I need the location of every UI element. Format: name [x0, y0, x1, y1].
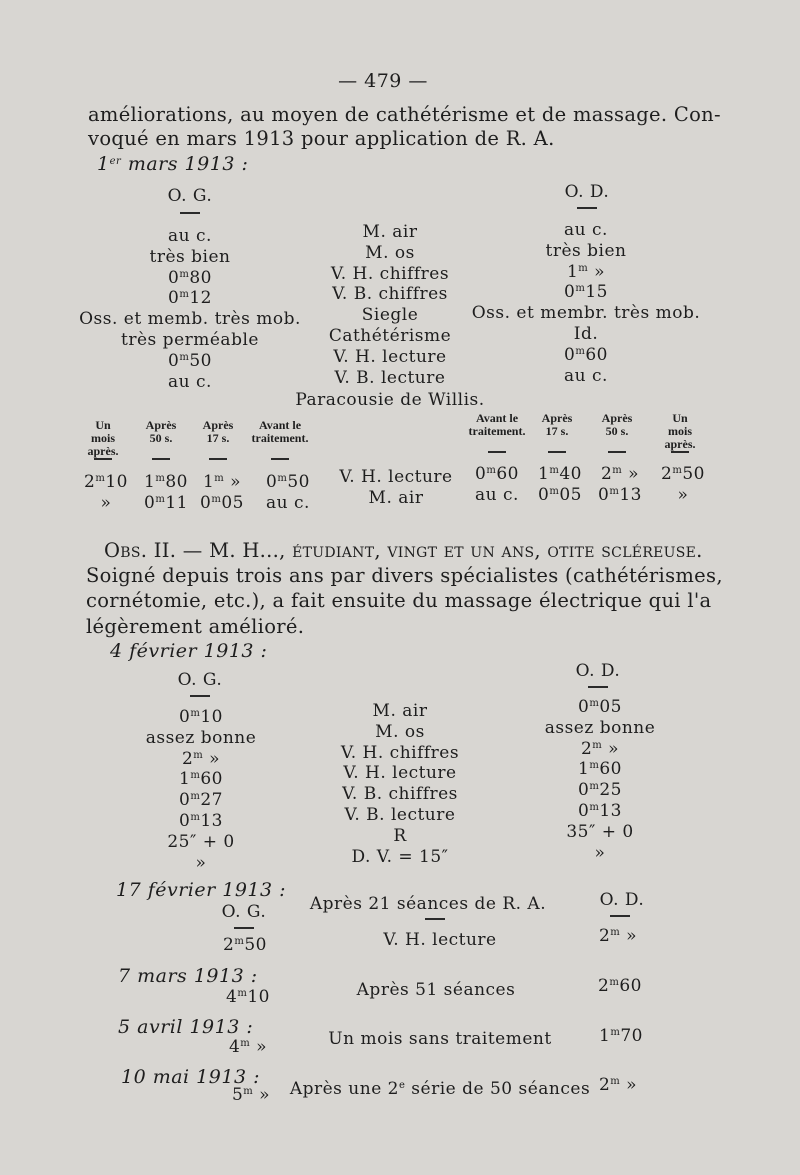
og-value: 2$^m$50: [223, 935, 267, 955]
od-value: 1$^m$40: [538, 464, 582, 484]
obs-line-1: [104, 540, 703, 562]
og-value: au c.: [168, 371, 212, 392]
test-label: M. air: [362, 222, 418, 242]
og-heading: O. G.: [177, 670, 223, 690]
od-value: 0$^m$60: [564, 344, 608, 365]
od-value: 0$^m$15: [564, 282, 608, 303]
rule: [94, 458, 112, 460]
intro-line-1: améliorations, au moyen de cathétérisme et de massage. Con-: [88, 103, 721, 126]
rule: [488, 451, 506, 453]
test-label: V. B. chiffres: [332, 284, 448, 305]
og-value: 2$^m$ »: [181, 748, 221, 769]
od-value: très bien: [545, 240, 627, 261]
session-note: Un mois sans traitement: [328, 1029, 552, 1049]
og-value: 1$^m$60: [179, 769, 223, 790]
test-label: D. V. = 15″: [351, 846, 449, 867]
date-heading: 4 février 1913 :: [110, 640, 268, 662]
rule: [425, 918, 445, 920]
rule: [577, 207, 597, 209]
test-label: M. air: [368, 487, 424, 508]
od-value: 1$^m$60: [578, 759, 622, 780]
test-label: R: [393, 825, 407, 846]
od-value: 0$^m$60: [475, 464, 519, 484]
obs-line-2: Soigné depuis trois ans par divers spécialistes (cathétérismes,: [86, 564, 723, 587]
session-note: Après 21 séances de R. A.: [309, 894, 547, 914]
od-heading: O. D.: [564, 182, 610, 202]
og-value: 1$^m$ »: [202, 472, 242, 492]
og-value: 0$^m$50: [168, 350, 212, 371]
od-value: 2$^m$60: [598, 976, 642, 996]
test-label: M. air: [372, 701, 428, 721]
column-header: Après 50 s.: [145, 418, 177, 445]
test-label: Cathétérisme: [328, 326, 452, 346]
od-value: 2$^m$ »: [598, 1075, 638, 1095]
od-value: 0$^m$25: [578, 780, 622, 801]
og-heading: O. G.: [221, 902, 267, 922]
session-note: Après 51 séances: [356, 980, 516, 1000]
date-heading: 17 février 1913 :: [116, 879, 287, 901]
date-heading: 10 mai 1913 :: [121, 1066, 260, 1088]
od-value: au c.: [475, 484, 519, 505]
column-header: Un mois après.: [664, 411, 696, 451]
og-value: 5$^m$ »: [231, 1085, 271, 1105]
od-value: 1$^m$ »: [566, 261, 606, 282]
od-value: 0$^m$13: [578, 801, 622, 821]
test-label: V. B. lecture: [344, 805, 456, 825]
date-heading: 1er mars 1913 :: [97, 153, 249, 175]
og-value: 0$^m$80: [168, 267, 212, 288]
od-heading: O. D.: [575, 661, 621, 681]
obs-text: Obs. II. — M. H..., étudiant, vingt et un ans, otite scléreuse.: [104, 539, 703, 562]
rule: [608, 451, 626, 453]
og-value: au c.: [168, 226, 212, 246]
og-heading: O. G.: [167, 186, 213, 206]
od-value: »: [594, 842, 606, 863]
od-value: Oss. et membr. très mob.: [471, 303, 701, 324]
test-label: V. B. lecture: [334, 367, 446, 388]
test-label: V. B. chiffres: [342, 784, 458, 805]
og-value: 0$^m$10: [179, 707, 223, 727]
od-value: 1$^m$70: [599, 1026, 643, 1046]
og-value: »: [100, 492, 112, 513]
rule: [548, 451, 566, 453]
rule: [671, 451, 689, 453]
og-value: Oss. et memb. très mob.: [79, 309, 301, 330]
rule: [588, 686, 608, 688]
od-value: assez bonne: [544, 717, 656, 738]
od-value: 0$^m$05: [538, 484, 582, 505]
og-value: très bien: [149, 246, 231, 267]
og-value: 0$^m$27: [179, 790, 223, 811]
rule: [234, 927, 254, 929]
test-label: V. H. lecture: [383, 930, 497, 950]
od-heading: O. D.: [599, 890, 645, 910]
obs-line-4: légèrement amélioré.: [86, 615, 305, 638]
og-value: 0$^m$12: [168, 288, 212, 309]
intro-line-2: voqué en mars 1913 pour application de R. A.: [88, 127, 555, 150]
od-value: 0$^m$05: [578, 697, 622, 717]
column-header: Un mois après.: [87, 418, 119, 458]
column-header: Avant le traitement.: [251, 418, 309, 445]
date-heading: 7 mars 1913 :: [118, 965, 258, 987]
test-label: M. os: [365, 242, 415, 263]
rule: [190, 695, 210, 697]
test-label: Siegle: [361, 305, 419, 326]
og-value: très perméable: [121, 330, 259, 350]
od-value: Id.: [573, 324, 599, 344]
test-label: M. os: [375, 721, 425, 742]
og-value: 0$^m$50: [266, 472, 310, 492]
od-value: 0$^m$13: [598, 484, 642, 505]
od-value: au c.: [564, 365, 608, 386]
od-value: »: [677, 484, 689, 505]
og-value: 1$^m$80: [144, 472, 188, 492]
od-value: 2$^m$ »: [580, 738, 620, 759]
column-header: Avant le traitement.: [468, 411, 526, 438]
od-value: 2$^m$ »: [600, 464, 640, 484]
og-value: 0$^m$11: [144, 492, 188, 513]
og-value: 2$^m$10: [84, 472, 128, 492]
og-value: 4$^m$10: [226, 987, 270, 1007]
column-header: Après 17 s.: [541, 411, 573, 438]
od-value: au c.: [564, 220, 608, 240]
test-label: V. H. chiffres: [330, 263, 450, 284]
column-header: Après 50 s.: [601, 411, 633, 438]
rule: [271, 458, 289, 460]
rule: [180, 212, 200, 214]
og-value: 0$^m$13: [179, 811, 223, 831]
og-value: 0$^m$05: [200, 492, 244, 513]
paracousie-note: Paracousie de Willis.: [295, 390, 485, 410]
od-value: 35″ + 0: [566, 821, 634, 842]
od-value: 2$^m$ »: [598, 926, 638, 946]
test-label: V. H. lecture: [343, 763, 457, 784]
obs-line-3: cornétomie, etc.), a fait ensuite du massage électrique qui l'a: [86, 589, 712, 612]
page-number: — 479 —: [338, 70, 428, 92]
od-value: 2$^m$50: [661, 464, 705, 484]
test-label: V. H. chiffres: [340, 742, 460, 763]
session-note: Après une 2e série de 50 séances: [289, 1079, 591, 1099]
test-label: V. H. lecture: [339, 467, 453, 487]
og-value: 25″ + 0: [167, 831, 235, 852]
og-value: au c.: [266, 492, 310, 513]
rule: [209, 458, 227, 460]
date-heading: 5 avril 1913 :: [118, 1016, 254, 1038]
og-value: assez bonne: [145, 727, 257, 748]
rule: [152, 458, 170, 460]
column-header: Après 17 s.: [202, 418, 234, 445]
test-label: V. H. lecture: [333, 346, 447, 367]
og-value: 4$^m$ »: [228, 1037, 268, 1057]
og-value: »: [195, 852, 207, 873]
rule: [610, 915, 630, 917]
